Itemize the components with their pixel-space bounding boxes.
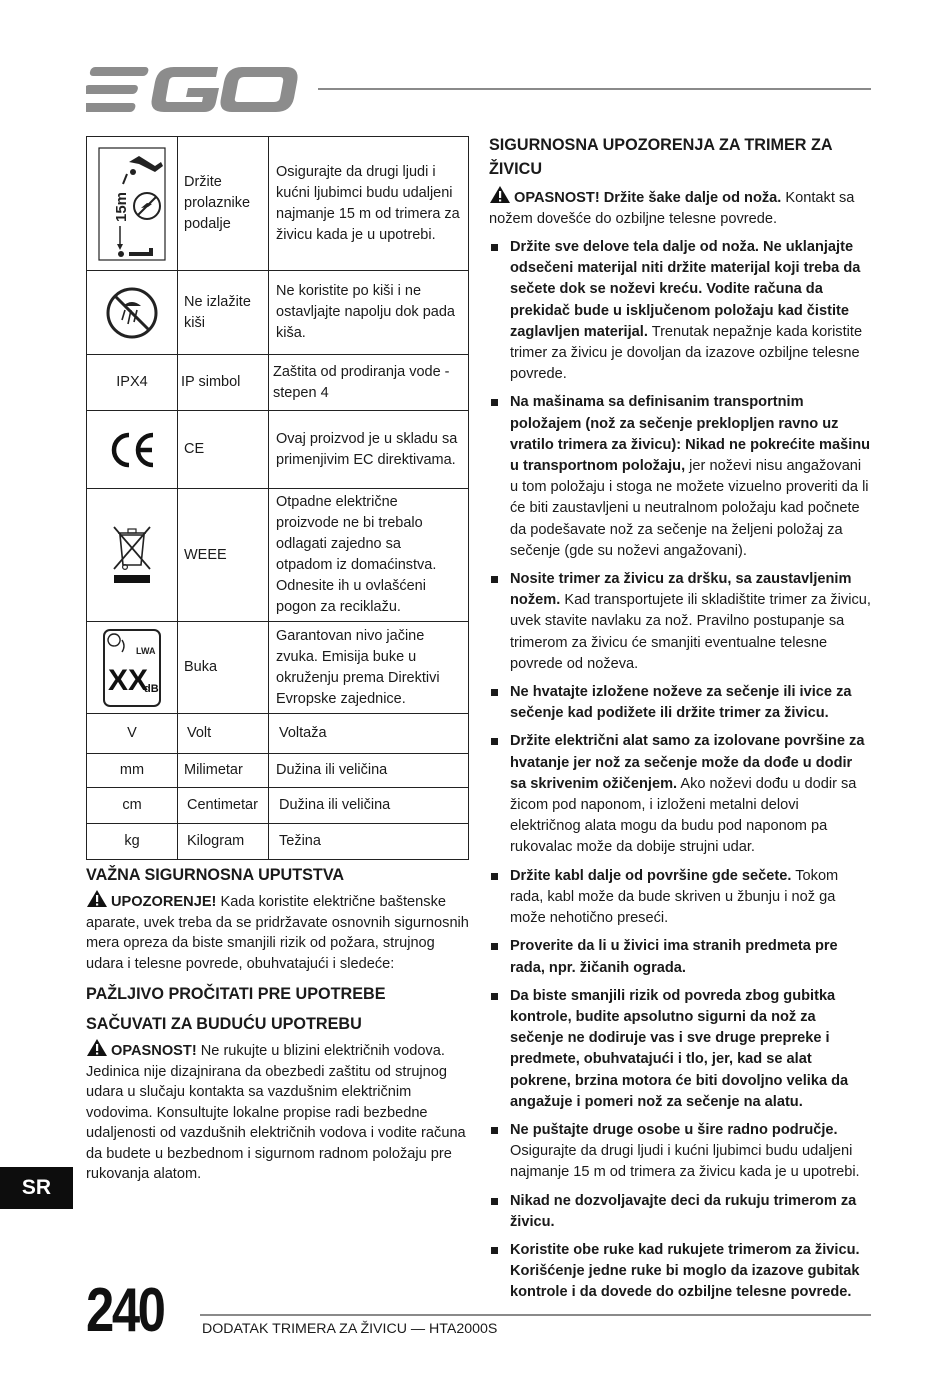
left-column <box>86 864 469 1185</box>
symbol-description: Otpadne električne proizvode ne bi trebalo odlagati zajedno sa otpadom iz domaćinstva. Odnesite ih u ovlašćeni pogon za reciklažu. <box>269 489 469 622</box>
symbol-cell: kg <box>87 824 178 860</box>
list-item <box>489 731 872 858</box>
bullet-text: Kad transportujete ili skladištite trimer za živicu, uvek stavite navlaku za nož. Pravilno postupanje sa trimerom za živicu će smanjiti eventualne telesne povrede od noževa. <box>510 592 871 672</box>
warning-triangle-icon <box>489 185 511 204</box>
bullet-square-icon <box>491 689 498 696</box>
symbol-description: Voltaža <box>269 714 469 754</box>
warning-paragraph <box>86 889 469 974</box>
symbol-cell: mm <box>87 754 178 788</box>
symbol-label: Ne izlažite kiši <box>178 271 269 355</box>
list-item <box>489 682 872 724</box>
list-item <box>489 1120 872 1184</box>
symbol-description: Garantovan nivo jačine zvuka. Emisija buke u okruženju prema Direktivi Evropske zajednice. <box>269 622 469 714</box>
bullet-square-icon <box>491 943 498 950</box>
symbol-cell <box>87 411 178 489</box>
symbol-label: IP simbol <box>178 355 269 411</box>
danger-paragraph <box>86 1038 469 1185</box>
bullet-bold: Držite električni alat samo za izolovane površine za hvatanje jer nož za sečenje može da dođe u dodir sa skrivenim ožičenjem. <box>510 733 865 792</box>
table-row <box>87 824 469 860</box>
bullet-square-icon <box>491 576 498 583</box>
symbol-cell <box>87 622 178 714</box>
noise-sub-text: LWA <box>136 645 156 656</box>
ce-mark-icon <box>108 431 156 469</box>
bullet-square-icon <box>491 1127 498 1134</box>
symbol-label: Volt <box>178 714 269 754</box>
symbol-label: CE <box>178 411 269 489</box>
danger-text: Kontakt sa nožem dovešće do ozbiljne telesne povrede. <box>489 190 855 227</box>
list-item <box>489 237 872 385</box>
ego-logo <box>86 64 300 114</box>
bullet-bold: Držite kabl dalje od površine gde sečete. <box>510 867 792 884</box>
bullet-bold: Držite sve delove tela dalje od noža. Ne uklanjajte odsečeni materijal niti držite materijal koji treba da sečete dok se noževi kreću. Vodite računa da prekidač bude u isključenom položaju kad čistite zaglavljen materijal. <box>510 239 861 340</box>
danger-label: OPASNOST! Držite šake dalje od noža. <box>514 190 782 206</box>
header-rule <box>318 88 871 90</box>
symbol-description: Dužina ili veličina <box>269 754 469 788</box>
table-row <box>87 754 469 788</box>
bullet-square-icon <box>491 1198 498 1205</box>
symbol-label: Centimetar <box>178 788 269 824</box>
symbol-label: Kilogram <box>178 824 269 860</box>
section-heading: PAŽLJIVO PROČITATI PRE UPOTREBE <box>86 985 386 1003</box>
bullet-bold: Koristite obe ruke kad rukujete trimerom za živicu. Korišćenje jedne ruke bi moglo da izazove gubitak kontrole i da dovede do ozbiljne telesne povrede. <box>510 1241 860 1301</box>
page-number: 240 <box>86 1276 164 1345</box>
noise-unit-text: dB <box>144 682 159 695</box>
symbol-cell: cm <box>87 788 178 824</box>
list-item <box>489 1191 872 1233</box>
bystander-15m-icon <box>97 144 167 264</box>
footer-rule <box>200 1314 871 1316</box>
list-item <box>489 392 872 562</box>
bullet-bold: Ne hvatajte izložene noževe za sečenje ili ivice za sečenje kad podižete ili držite trimer za živicu. <box>510 684 852 722</box>
footer-title: DODATAK TRIMERA ZA ŽIVICU — HTA2000S <box>202 1321 498 1337</box>
bullet-square-icon <box>491 738 498 745</box>
table-row <box>87 355 469 411</box>
bullet-square-icon <box>491 873 498 880</box>
language-tab: SR <box>0 1167 73 1209</box>
symbol-description: Težina <box>269 824 469 860</box>
symbol-cell <box>87 137 178 271</box>
bullet-text: Trenutak nepažnje kada koristite trimer za živicu je dovoljan da izazove ozbiljne telesne povrede. <box>510 323 863 383</box>
bullet-bold: Ne puštajte druge osobe u šire radno područje. <box>510 1121 838 1138</box>
symbol-description: Ovaj proizvod je u skladu sa primenjivim EC direktivama. <box>269 411 469 489</box>
bullet-text: jer noževi nisu angažovani u tom položaju i stoga ne možete vizuelno proveriti da li će biti zaustavljeni u neutralnom položaju kad počnete da podešavate nož za sečenje na željeni položaj za sečenje (gde su noževi angažovani). <box>510 458 869 559</box>
section-heading: SAČUVATI ZA BUDUĆU UPOTREBU <box>86 1015 362 1033</box>
noise-level-icon <box>102 628 162 708</box>
safety-bullet-list <box>489 237 872 1304</box>
symbol-description: Ne koristite po kiši i ne ostavljajte napolju dok pada kiša. <box>269 271 469 355</box>
symbol-cell: V <box>87 714 178 754</box>
symbol-label: WEEE <box>178 489 269 622</box>
warning-label: UPOZORENJE! <box>111 894 217 910</box>
table-row <box>87 622 469 714</box>
symbol-cell <box>87 489 178 622</box>
symbol-cell: IPX4 <box>87 355 178 411</box>
bullet-text: Tokom rada, kabl može da bude skriven u žbunju i nož ga može nehotično preseći. <box>510 867 839 927</box>
list-item <box>489 936 872 978</box>
symbol-description: Osigurajte da drugi ljudi i kućni ljubimci budu udaljeni najmanje 15 m od trimera za živicu kada je u upotrebi. <box>269 137 469 271</box>
table-row <box>87 714 469 754</box>
symbol-description: Zaštita od prodiranja vode - stepen 4 <box>269 355 469 411</box>
bullet-bold: Da biste smanjili rizik od povreda zbog gubitka kontrole, budite apsolutno sigurni da nož za sečenje ne dodiruje vas i sve druge prepreke i predmete, obuhvatajući i tlo, jer, kad se alat pokrene, brzina motora će biti dovoljno velika da angažuje i pomeri nož za sečenje na alatu. <box>510 987 849 1110</box>
bullet-square-icon <box>491 399 498 406</box>
symbol-label: Milimetar <box>178 754 269 788</box>
section-heading: SIGURNOSNA UPOZORENJA ZA TRIMER ZA ŽIVICU <box>489 136 832 178</box>
danger-paragraph <box>489 185 872 229</box>
weee-bin-icon <box>110 523 154 587</box>
warning-triangle-icon <box>86 889 108 908</box>
noise-value-text: XX <box>108 663 149 697</box>
symbol-cell <box>87 271 178 355</box>
table-row <box>87 788 469 824</box>
symbol-description: Dužina ili veličina <box>269 788 469 824</box>
table-row <box>87 137 469 271</box>
list-item <box>489 986 872 1113</box>
table-row <box>87 411 469 489</box>
danger-label: OPASNOST! <box>111 1043 197 1059</box>
icon-distance-text: 15m <box>113 191 130 222</box>
bullet-bold: Na mašinama sa definisanim transportnim položajem (nož za sečenje preklopljen ravno uz vratilo trimera za živicu): Nikad ne pokrećite mašinu u transportnom položaju, <box>510 394 871 475</box>
right-column <box>489 133 872 1311</box>
list-item <box>489 569 872 675</box>
symbol-label: Držite prolaznike podalje <box>178 137 269 271</box>
bullet-square-icon <box>491 993 498 1000</box>
table-row <box>87 489 469 622</box>
warning-text: Kada koristite električne baštenske aparate, uvek treba da se pridržavate osnovnih sigurnosnih mera opreza da biste smanjili rizik od požara, strujnog udara i telesne povrede, obuhvatajući i sledeće: <box>86 894 469 972</box>
symbol-table <box>86 136 469 860</box>
bullet-text: Ako noževi dođu u dodir sa žicom pod naponom, i izloženi metalni delovi električnog alata mogu da budu pod naponom pa rukovalac može da dobije strujni udar. <box>510 775 857 856</box>
list-item <box>489 866 872 930</box>
bullet-bold: Nikad ne dozvoljavajte deci da rukuju trimerom za živicu. <box>510 1192 857 1230</box>
warning-triangle-icon <box>86 1038 108 1057</box>
bullet-text: Osigurajte da drugi ljudi i kućni ljubimci budu udaljeni najmanje 15 m od trimera za živicu kada je u upotrebi. <box>510 1143 860 1181</box>
list-item <box>489 1240 872 1304</box>
no-rain-icon <box>105 286 159 340</box>
bullet-square-icon <box>491 1247 498 1254</box>
table-row <box>87 271 469 355</box>
bullet-square-icon <box>491 244 498 251</box>
danger-text: Ne rukujte u blizini električnih vodova. Jedinica nije dizajnirana da obezbedi zaštitu od strujnog udara u slučaju kontakta sa vazdušnim električnim vodovima. Konsultujte lokalne propise radi bezbedne udaljenosti od vazdušnih električnih vodova i vodite računa da budete u bezbednom i sigurnom radnom položaju pre rukovanja alatom. <box>86 1043 466 1182</box>
symbol-label: Buka <box>178 622 269 714</box>
bullet-bold: Proverite da li u živici ima stranih predmeta pre rada, npr. žičanih ograda. <box>510 938 838 976</box>
section-heading: VAŽNA SIGURNOSNA UPUTSTVA <box>86 866 345 884</box>
bullet-bold: Nosite trimer za živicu za dršku, sa zaustavljenim nožem. <box>510 571 852 609</box>
